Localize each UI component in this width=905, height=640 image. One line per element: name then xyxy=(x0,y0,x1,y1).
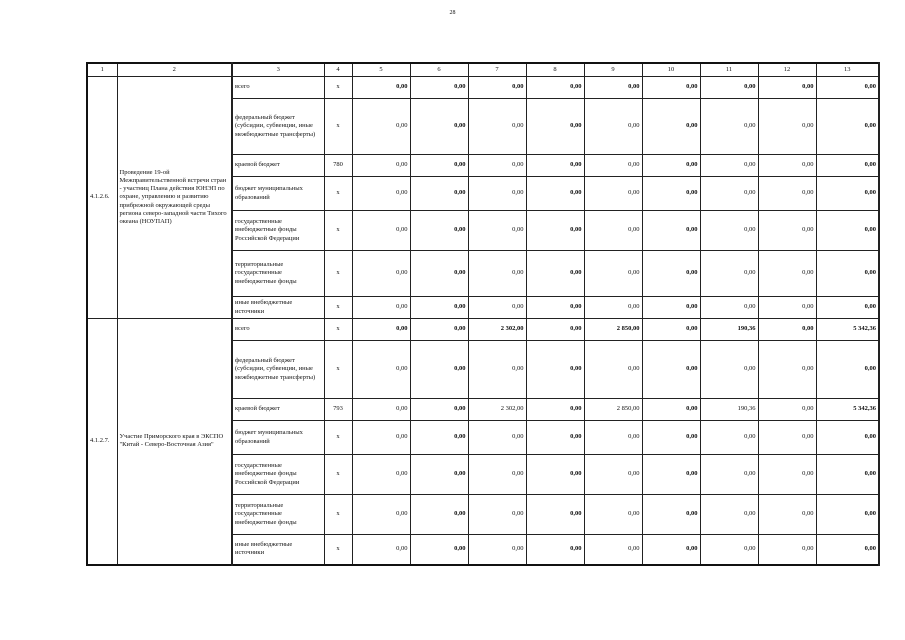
amount-cell: 0,00 xyxy=(816,251,879,297)
amount-cell: 2 850,00 xyxy=(584,319,642,341)
table-row xyxy=(87,319,879,341)
amount-cell: 0,00 xyxy=(758,535,816,565)
table-header-row xyxy=(87,63,879,77)
amount-cell: 0,00 xyxy=(468,455,526,495)
amount-cell: 0,00 xyxy=(352,177,410,211)
budget-code: х xyxy=(324,319,352,341)
amount-cell: 0,00 xyxy=(352,319,410,341)
amount-cell: 0,00 xyxy=(584,455,642,495)
amount-cell: 2 302,00 xyxy=(468,319,526,341)
amount-cell: 0,00 xyxy=(642,251,700,297)
amount-cell: 0,00 xyxy=(584,251,642,297)
amount-cell: 0,00 xyxy=(584,421,642,455)
amount-cell: 0,00 xyxy=(642,297,700,319)
amount-cell: 0,00 xyxy=(584,535,642,565)
amount-cell: 5 342,36 xyxy=(816,319,879,341)
amount-cell: 0,00 xyxy=(526,495,584,535)
amount-cell: 0,00 xyxy=(526,455,584,495)
amount-cell: 0,00 xyxy=(758,455,816,495)
budget-code: х xyxy=(324,99,352,155)
amount-cell: 190,36 xyxy=(700,319,758,341)
amount-cell: 0,00 xyxy=(758,155,816,177)
amount-cell: 0,00 xyxy=(642,77,700,99)
budget-code: 793 xyxy=(324,399,352,421)
funding-source: федеральный бюджет (субсидии, субвенции, иные межбюджетные трансферты) xyxy=(232,99,324,155)
amount-cell: 0,00 xyxy=(410,319,468,341)
budget-code: х xyxy=(324,495,352,535)
amount-cell: 0,00 xyxy=(584,155,642,177)
amount-cell: 0,00 xyxy=(700,341,758,399)
amount-cell: 0,00 xyxy=(526,77,584,99)
budget-code: х xyxy=(324,77,352,99)
funding-source: краевой бюджет xyxy=(232,399,324,421)
funding-source: иные внебюджетные источники xyxy=(232,535,324,565)
amount-cell: 0,00 xyxy=(352,399,410,421)
amount-cell: 0,00 xyxy=(700,421,758,455)
column-header: 10 xyxy=(642,63,700,77)
amount-cell: 0,00 xyxy=(816,455,879,495)
amount-cell: 0,00 xyxy=(758,77,816,99)
amount-cell: 0,00 xyxy=(758,99,816,155)
column-header: 1 xyxy=(87,63,117,77)
amount-cell: 0,00 xyxy=(758,341,816,399)
amount-cell: 0,00 xyxy=(816,421,879,455)
amount-cell: 0,00 xyxy=(468,99,526,155)
amount-cell: 0,00 xyxy=(468,155,526,177)
amount-cell: 0,00 xyxy=(642,177,700,211)
amount-cell: 0,00 xyxy=(526,251,584,297)
amount-cell: 0,00 xyxy=(526,399,584,421)
amount-cell: 0,00 xyxy=(700,495,758,535)
amount-cell: 0,00 xyxy=(816,535,879,565)
amount-cell: 0,00 xyxy=(642,211,700,251)
funding-source: бюджет муниципальных образований xyxy=(232,177,324,211)
amount-cell: 2 302,00 xyxy=(468,399,526,421)
amount-cell: 0,00 xyxy=(584,495,642,535)
funding-source: федеральный бюджет (субсидии, субвенции, иные межбюджетные трансферты) xyxy=(232,341,324,399)
amount-cell: 0,00 xyxy=(758,319,816,341)
amount-cell: 0,00 xyxy=(700,297,758,319)
amount-cell: 0,00 xyxy=(642,495,700,535)
amount-cell: 0,00 xyxy=(758,421,816,455)
amount-cell: 0,00 xyxy=(410,155,468,177)
funding-source: территориальные государственные внебюджетные фонды xyxy=(232,495,324,535)
column-header: 3 xyxy=(232,63,324,77)
column-header: 11 xyxy=(700,63,758,77)
amount-cell: 0,00 xyxy=(468,421,526,455)
funding-source: государственные внебюджетные фонды Российской Федерации xyxy=(232,455,324,495)
budget-code: х xyxy=(324,535,352,565)
amount-cell: 0,00 xyxy=(816,341,879,399)
amount-cell: 0,00 xyxy=(642,399,700,421)
amount-cell: 0,00 xyxy=(410,421,468,455)
amount-cell: 0,00 xyxy=(526,99,584,155)
amount-cell: 0,00 xyxy=(816,495,879,535)
amount-cell: 0,00 xyxy=(758,211,816,251)
budget-code: х xyxy=(324,341,352,399)
column-header: 8 xyxy=(526,63,584,77)
amount-cell: 0,00 xyxy=(700,251,758,297)
amount-cell: 0,00 xyxy=(642,155,700,177)
amount-cell: 0,00 xyxy=(468,77,526,99)
amount-cell: 0,00 xyxy=(584,77,642,99)
budget-code: х xyxy=(324,251,352,297)
amount-cell: 0,00 xyxy=(410,177,468,211)
amount-cell: 0,00 xyxy=(642,455,700,495)
amount-cell: 0,00 xyxy=(584,177,642,211)
amount-cell: 0,00 xyxy=(352,297,410,319)
column-header: 13 xyxy=(816,63,879,77)
amount-cell: 2 850,00 xyxy=(584,399,642,421)
amount-cell: 0,00 xyxy=(758,399,816,421)
amount-cell: 0,00 xyxy=(410,495,468,535)
funding-source: иные внебюджетные источники xyxy=(232,297,324,319)
amount-cell: 0,00 xyxy=(700,455,758,495)
amount-cell: 0,00 xyxy=(758,297,816,319)
amount-cell: 0,00 xyxy=(584,211,642,251)
amount-cell: 0,00 xyxy=(468,177,526,211)
amount-cell: 0,00 xyxy=(352,535,410,565)
amount-cell: 0,00 xyxy=(352,341,410,399)
amount-cell: 190,36 xyxy=(700,399,758,421)
amount-cell: 0,00 xyxy=(352,455,410,495)
amount-cell: 0,00 xyxy=(410,341,468,399)
amount-cell: 0,00 xyxy=(700,77,758,99)
amount-cell: 0,00 xyxy=(526,155,584,177)
amount-cell: 0,00 xyxy=(642,421,700,455)
budget-table xyxy=(86,62,880,566)
amount-cell: 0,00 xyxy=(410,251,468,297)
amount-cell: 0,00 xyxy=(410,297,468,319)
amount-cell: 0,00 xyxy=(758,495,816,535)
amount-cell: 0,00 xyxy=(410,455,468,495)
amount-cell: 0,00 xyxy=(352,251,410,297)
budget-code: х xyxy=(324,297,352,319)
amount-cell: 0,00 xyxy=(410,399,468,421)
table-row xyxy=(87,77,879,99)
budget-code: х xyxy=(324,177,352,211)
amount-cell: 0,00 xyxy=(352,495,410,535)
amount-cell: 0,00 xyxy=(816,177,879,211)
amount-cell: 0,00 xyxy=(816,297,879,319)
amount-cell: 0,00 xyxy=(352,211,410,251)
funding-source: всего xyxy=(232,319,324,341)
funding-source: бюджет муниципальных образований xyxy=(232,421,324,455)
amount-cell: 0,00 xyxy=(352,99,410,155)
amount-cell: 0,00 xyxy=(468,495,526,535)
amount-cell: 0,00 xyxy=(700,177,758,211)
amount-cell: 0,00 xyxy=(700,211,758,251)
amount-cell: 0,00 xyxy=(526,535,584,565)
amount-cell: 0,00 xyxy=(468,297,526,319)
amount-cell: 0,00 xyxy=(642,535,700,565)
amount-cell: 0,00 xyxy=(584,297,642,319)
funding-source: краевой бюджет xyxy=(232,155,324,177)
amount-cell: 0,00 xyxy=(642,319,700,341)
amount-cell: 0,00 xyxy=(526,421,584,455)
amount-cell: 0,00 xyxy=(816,77,879,99)
amount-cell: 0,00 xyxy=(642,99,700,155)
amount-cell: 0,00 xyxy=(526,319,584,341)
page-number: 28 xyxy=(449,10,456,16)
amount-cell: 0,00 xyxy=(352,421,410,455)
budget-code: х xyxy=(324,455,352,495)
amount-cell: 5 342,36 xyxy=(816,399,879,421)
amount-cell: 0,00 xyxy=(468,251,526,297)
funding-source: территориальные государственные внебюджетные фонды xyxy=(232,251,324,297)
amount-cell: 0,00 xyxy=(468,211,526,251)
amount-cell: 0,00 xyxy=(758,251,816,297)
item-name: Проведение 19-ой Межправительственной встречи стран - участниц Плана действия ЮНЭП по охране, управлению и развитию прибрежной окружающей среды региона северо-западной части Тихого океана (НОУПАП) xyxy=(117,77,232,319)
budget-code: х xyxy=(324,421,352,455)
amount-cell: 0,00 xyxy=(816,211,879,251)
item-code: 4.1.2.7. xyxy=(87,319,117,565)
budget-code: х xyxy=(324,211,352,251)
amount-cell: 0,00 xyxy=(410,77,468,99)
amount-cell: 0,00 xyxy=(700,535,758,565)
amount-cell: 0,00 xyxy=(642,341,700,399)
amount-cell: 0,00 xyxy=(352,155,410,177)
amount-cell: 0,00 xyxy=(700,99,758,155)
amount-cell: 0,00 xyxy=(758,177,816,211)
column-header: 12 xyxy=(758,63,816,77)
column-header: 9 xyxy=(584,63,642,77)
item-code: 4.1.2.6. xyxy=(87,77,117,319)
item-name: Участие Приморского края в ЭКСПО "Китай - Северо-Восточная Азия" xyxy=(117,319,232,565)
amount-cell: 0,00 xyxy=(700,155,758,177)
column-header: 5 xyxy=(352,63,410,77)
amount-cell: 0,00 xyxy=(526,297,584,319)
amount-cell: 0,00 xyxy=(410,211,468,251)
amount-cell: 0,00 xyxy=(352,77,410,99)
funding-source: всего xyxy=(232,77,324,99)
column-header: 7 xyxy=(468,63,526,77)
amount-cell: 0,00 xyxy=(468,341,526,399)
amount-cell: 0,00 xyxy=(816,99,879,155)
amount-cell: 0,00 xyxy=(526,341,584,399)
amount-cell: 0,00 xyxy=(410,535,468,565)
column-header: 6 xyxy=(410,63,468,77)
budget-code: 780 xyxy=(324,155,352,177)
amount-cell: 0,00 xyxy=(816,155,879,177)
amount-cell: 0,00 xyxy=(410,99,468,155)
amount-cell: 0,00 xyxy=(526,211,584,251)
column-header: 2 xyxy=(117,63,232,77)
funding-source: государственные внебюджетные фонды Российской Федерации xyxy=(232,211,324,251)
amount-cell: 0,00 xyxy=(526,177,584,211)
amount-cell: 0,00 xyxy=(584,99,642,155)
amount-cell: 0,00 xyxy=(584,341,642,399)
amount-cell: 0,00 xyxy=(468,535,526,565)
column-header: 4 xyxy=(324,63,352,77)
